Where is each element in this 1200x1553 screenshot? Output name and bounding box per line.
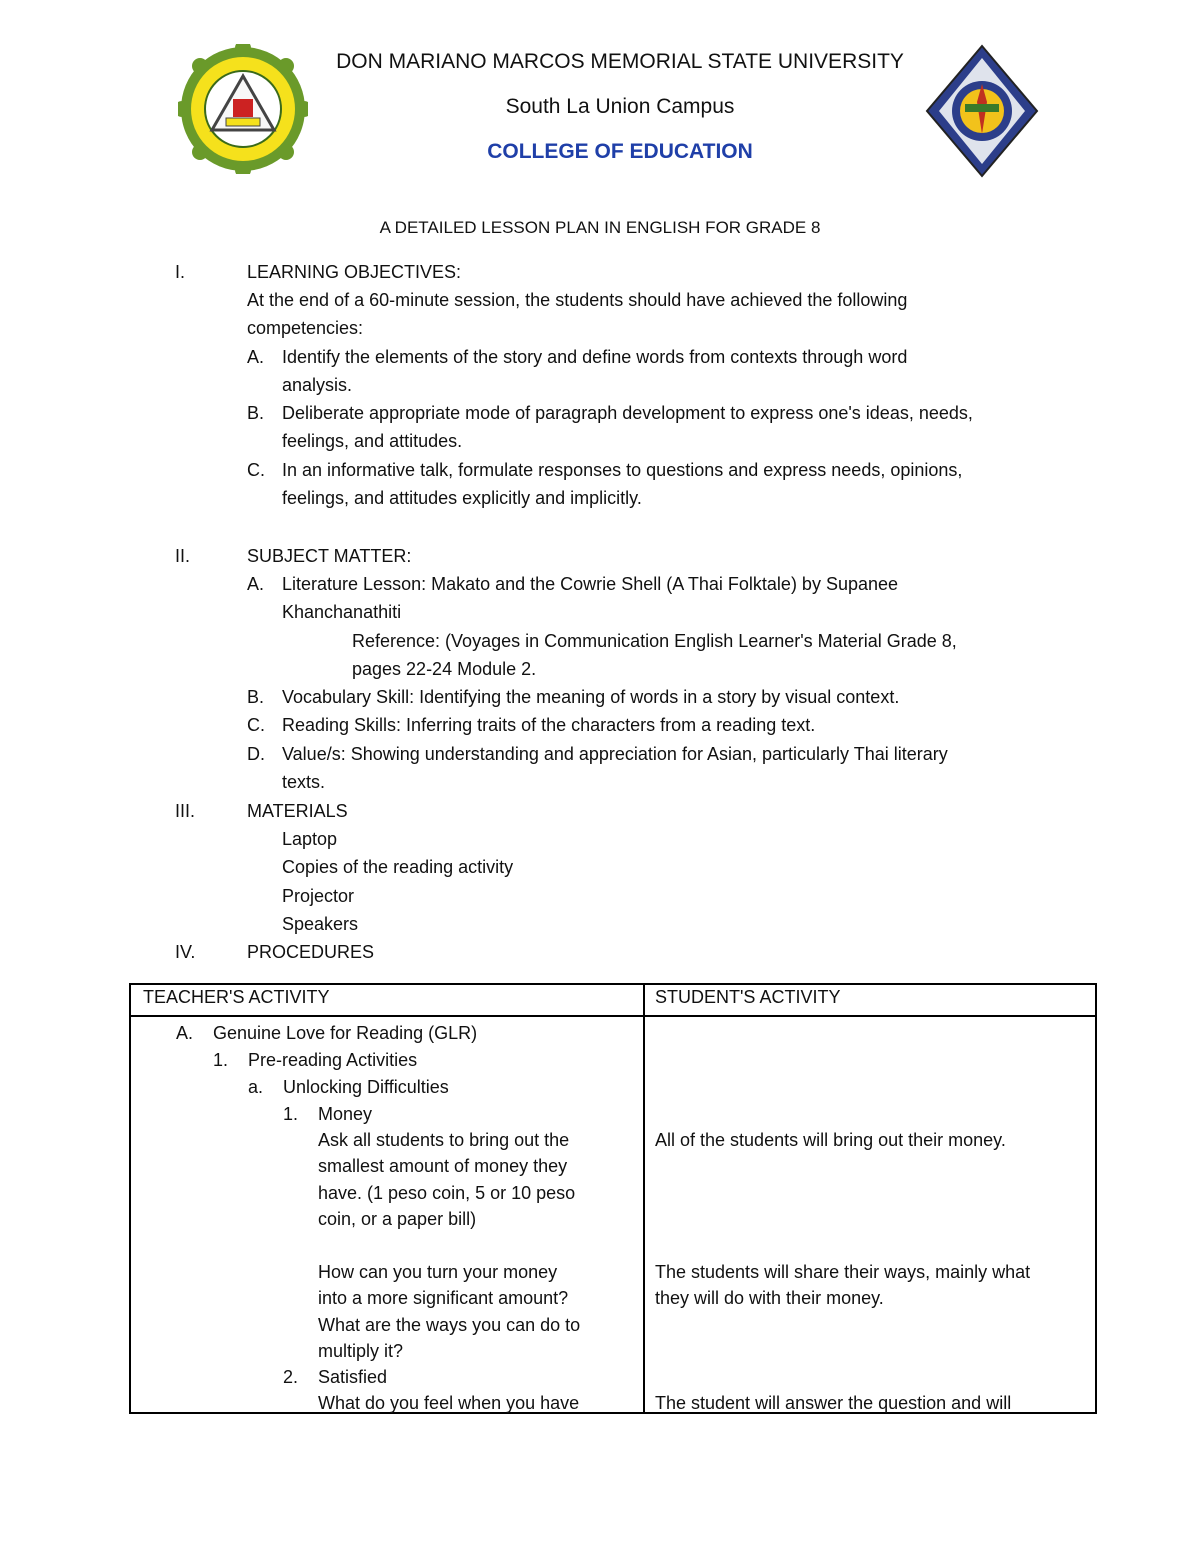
procedures-table (129, 983, 1097, 1414)
teacher-question: What do you feel when you have (318, 1393, 580, 1413)
material-item: Copies of the reading activity (282, 857, 514, 877)
objectives-intro: competencies: (247, 318, 364, 338)
section-heading: LEARNING OBJECTIVES: (247, 262, 462, 282)
section-heading: PROCEDURES (247, 942, 375, 962)
teacher-instruction: coin, or a paper bill) (318, 1209, 477, 1229)
section-number: II. (175, 546, 191, 566)
activity-subheading: Pre-reading Activities (248, 1050, 418, 1070)
list-number: 1. (213, 1050, 229, 1070)
subject-text: Vocabulary Skill: Identifying the meaning of words in a story by visual context. (282, 687, 900, 707)
list-number: 1. (283, 1104, 299, 1124)
section-heading: SUBJECT MATTER: (247, 546, 412, 566)
teacher-instruction: have. (1 peso coin, 5 or 10 peso (318, 1183, 576, 1203)
campus-name: South La Union Campus (505, 95, 735, 118)
column-header: STUDENT'S ACTIVITY (655, 987, 841, 1007)
table-header-teacher (130, 984, 644, 1016)
list-letter: A. (176, 1023, 194, 1043)
objective-text: Deliberate appropriate mode of paragraph development to express one's ideas, needs, (282, 403, 973, 423)
college-name: COLLEGE OF EDUCATION (487, 140, 753, 163)
subject-text: Value/s: Showing understanding and appreciation for Asian, particularly Thai literary (282, 744, 948, 764)
subject-text: texts. (282, 772, 326, 792)
subject-text: Literature Lesson: Makato and the Cowrie Shell (A Thai Folktale) by Supanee (282, 574, 899, 594)
list-letter: A. (247, 574, 265, 594)
column-header: TEACHER'S ACTIVITY (143, 987, 330, 1007)
table-header-student (644, 984, 1096, 1016)
teacher-instruction: Ask all students to bring out the (318, 1130, 570, 1150)
document-title: A DETAILED LESSON PLAN IN ENGLISH FOR GRADE 8 (379, 218, 821, 237)
list-letter: D. (247, 744, 265, 764)
section-heading: MATERIALS (247, 801, 348, 821)
material-item: Projector (282, 886, 355, 906)
section-number: IV. (175, 942, 196, 962)
teacher-question: multiply it? (318, 1341, 404, 1361)
vocabulary-word: Satisfied (318, 1367, 388, 1387)
objective-text: Identify the elements of the story and define words from contexts through word (282, 347, 908, 367)
material-item: Speakers (282, 914, 359, 934)
student-activity-cell (644, 1016, 1096, 1413)
objective-text: In an informative talk, formulate responses to questions and express needs, opinions, (282, 460, 963, 480)
subject-text: Khanchanathiti (282, 602, 402, 622)
list-letter: C. (247, 460, 265, 480)
list-letter: C. (247, 715, 265, 735)
list-number: 2. (283, 1367, 299, 1387)
objective-text: feelings, and attitudes. (282, 431, 463, 451)
activity-heading: Genuine Love for Reading (GLR) (213, 1023, 478, 1043)
teacher-question: What are the ways you can do to (318, 1315, 581, 1335)
teacher-question: into a more significant amount? (318, 1288, 569, 1308)
activity-subheading: Unlocking Difficulties (283, 1077, 449, 1097)
section-number: I. (175, 262, 186, 282)
list-letter: A. (247, 347, 265, 367)
objective-text: feelings, and attitudes explicitly and implicitly. (282, 488, 642, 508)
material-item: Laptop (282, 829, 338, 849)
student-response: they will do with their money. (655, 1288, 884, 1308)
teacher-instruction: smallest amount of money they (318, 1156, 568, 1176)
list-letter: B. (247, 687, 265, 707)
student-response: The student will answer the question and will (655, 1393, 1012, 1413)
objective-text: analysis. (282, 375, 353, 395)
list-letter: B. (247, 403, 265, 423)
teacher-activity-cell (130, 1016, 644, 1413)
reference-text: Reference: (Voyages in Communication English Learner's Material Grade 8, (352, 631, 957, 651)
university-name: DON MARIANO MARCOS MEMORIAL STATE UNIVERSITY (336, 50, 904, 73)
student-response: The students will share their ways, mainly what (655, 1262, 1031, 1282)
subject-text: Reading Skills: Inferring traits of the characters from a reading text. (282, 715, 816, 735)
objectives-intro: At the end of a 60-minute session, the students should have achieved the following (247, 290, 908, 310)
section-number: III. (175, 801, 196, 821)
list-letter: a. (248, 1077, 264, 1097)
vocabulary-word: Money (318, 1104, 373, 1124)
teacher-question: How can you turn your money (318, 1262, 558, 1282)
student-response: All of the students will bring out their money. (655, 1130, 1006, 1150)
reference-text: pages 22-24 Module 2. (352, 659, 537, 679)
